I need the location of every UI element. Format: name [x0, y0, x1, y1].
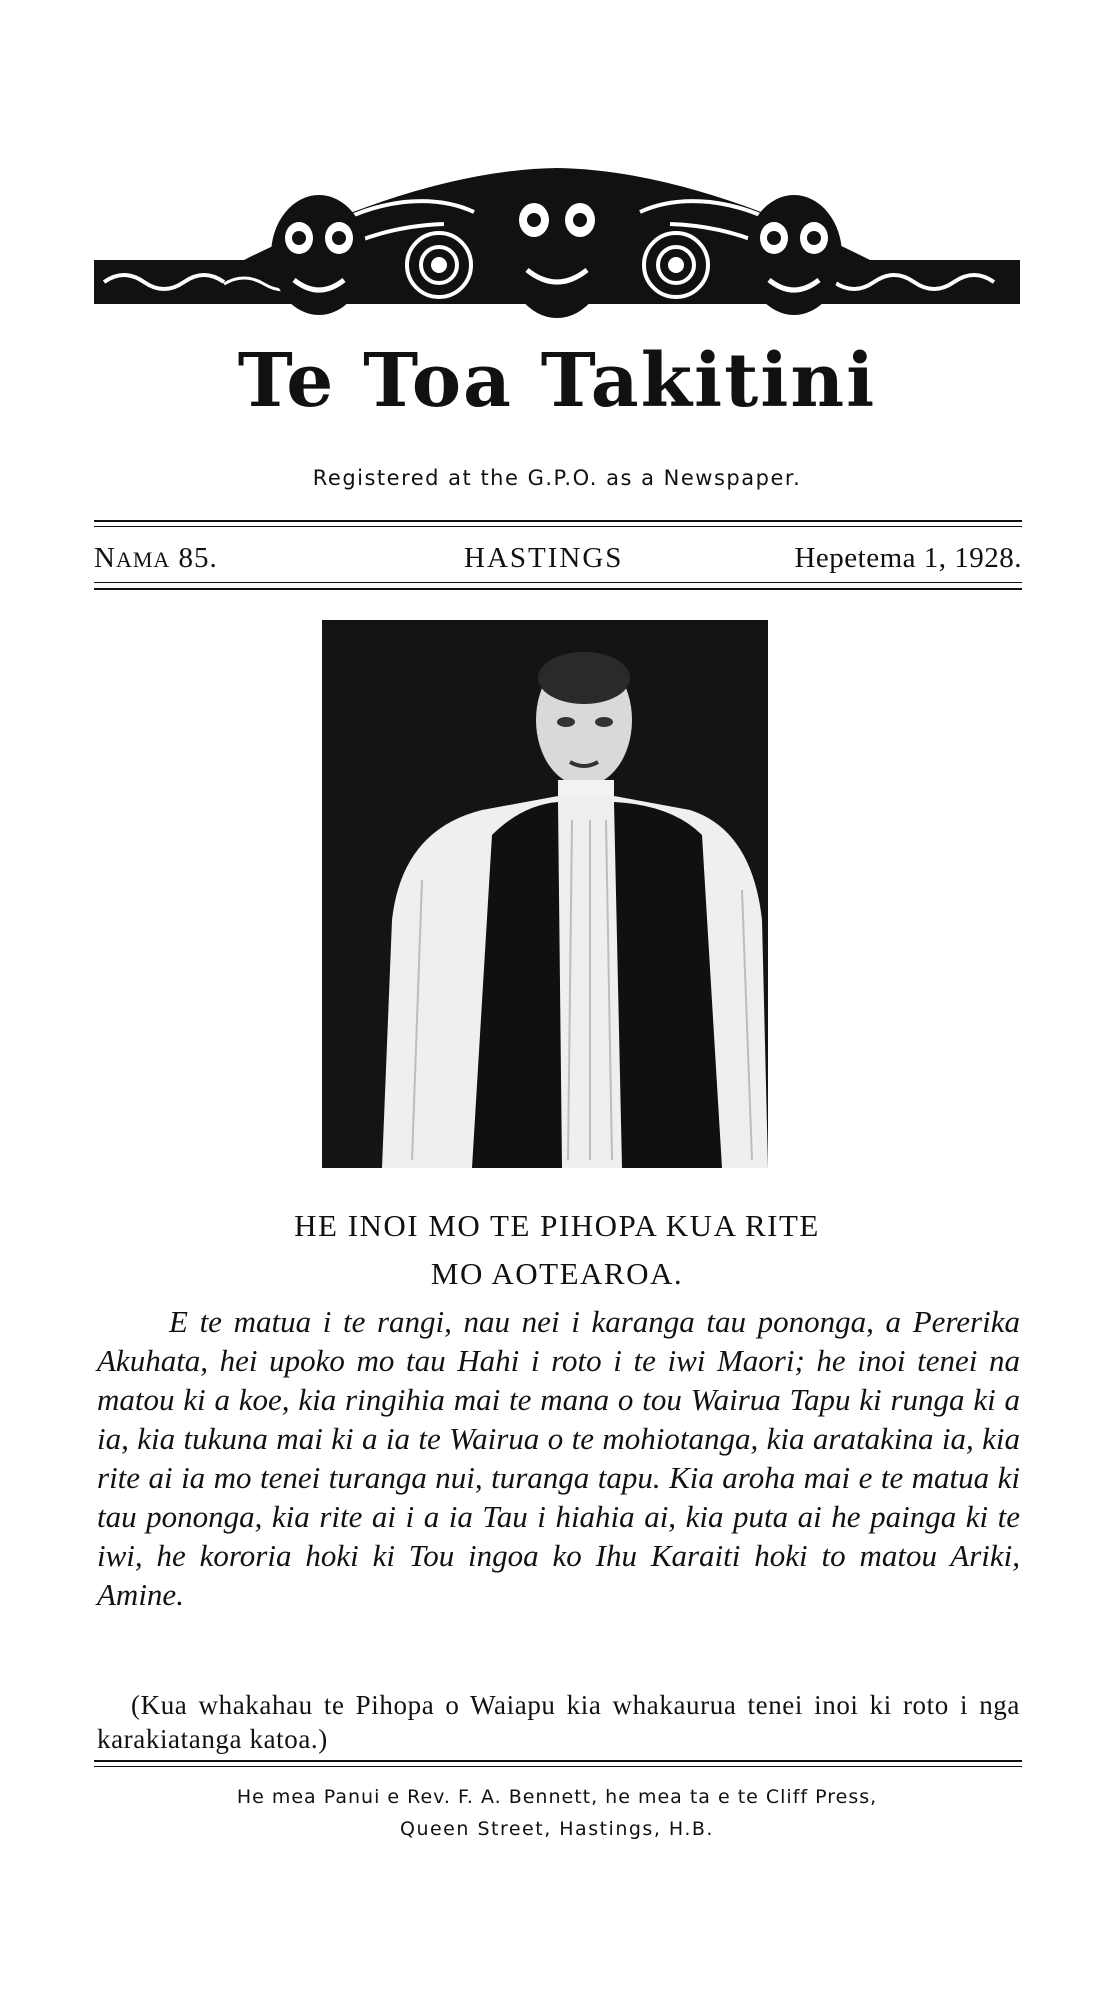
carved-header-ornament: [94, 160, 1020, 320]
registration-notice: Registered at the G.P.O. as a Newspaper.: [312, 466, 802, 490]
issue-city: HASTINGS: [464, 542, 624, 574]
prayer-text: E te matua i te rangi, nau nei i karanga tau pononga, a Pererika Akuhata, hei upoko mo tau Hahi i roto i te iwi Maori; he inoi tenei na matou ki a koe, kia ringihia mai te mana o tou Wairua Tapu ki runga ki a ia, kia tukuna mai ki a ia te Wairua o te mohiotanga, kia aratakina ia, kia rite ai ia mo tenei turanga nui, turanga tapu. Kia aroha mai e te matua ki tau pononga, kia rite ai i a ia Tau i hiahia ai, kia puta ai he painga ki te iwi, he kororia hoki ki Tou ingoa ko Ihu Karaiti hoki to matou Ariki, Amine.: [97, 1304, 1020, 1612]
divider-bottom-thin: [94, 1766, 1022, 1767]
issue-number-prefix-rest: AMA: [115, 547, 171, 572]
instruction-note: (Kua whakahau te Pihopa o Waiapu kia whakaurua tenei inoi ki roto i nga karakiatanga katoa.): [97, 1690, 1020, 1754]
portrait-illustration: [322, 620, 768, 1168]
divider-bottom: [94, 1760, 1022, 1762]
divider-mid-thin: [94, 582, 1022, 583]
bishop-portrait-photo: [322, 620, 768, 1168]
newspaper-title: Te Toa Takitini: [237, 338, 877, 424]
publisher-address: Queen Street, Hastings, H.B.: [400, 1818, 714, 1840]
divider-top-thin: [94, 526, 1022, 527]
divider-top: [94, 520, 1022, 522]
article-heading: HE INOI MO TE PIHOPA KUA RITE: [294, 1208, 820, 1243]
issue-number: [94, 542, 218, 575]
issue-number-prefix: N: [94, 542, 116, 574]
issue-date: Hepetema 1, 1928.: [794, 542, 1022, 574]
issue-number-value: 85.: [170, 542, 218, 574]
divider-mid: [94, 588, 1022, 590]
article-heading-line2: MO AOTEAROA.: [430, 1256, 684, 1291]
publisher-line: He mea Panui e Rev. F. A. Bennett, he mea ta e te Cliff Press,: [236, 1786, 878, 1808]
